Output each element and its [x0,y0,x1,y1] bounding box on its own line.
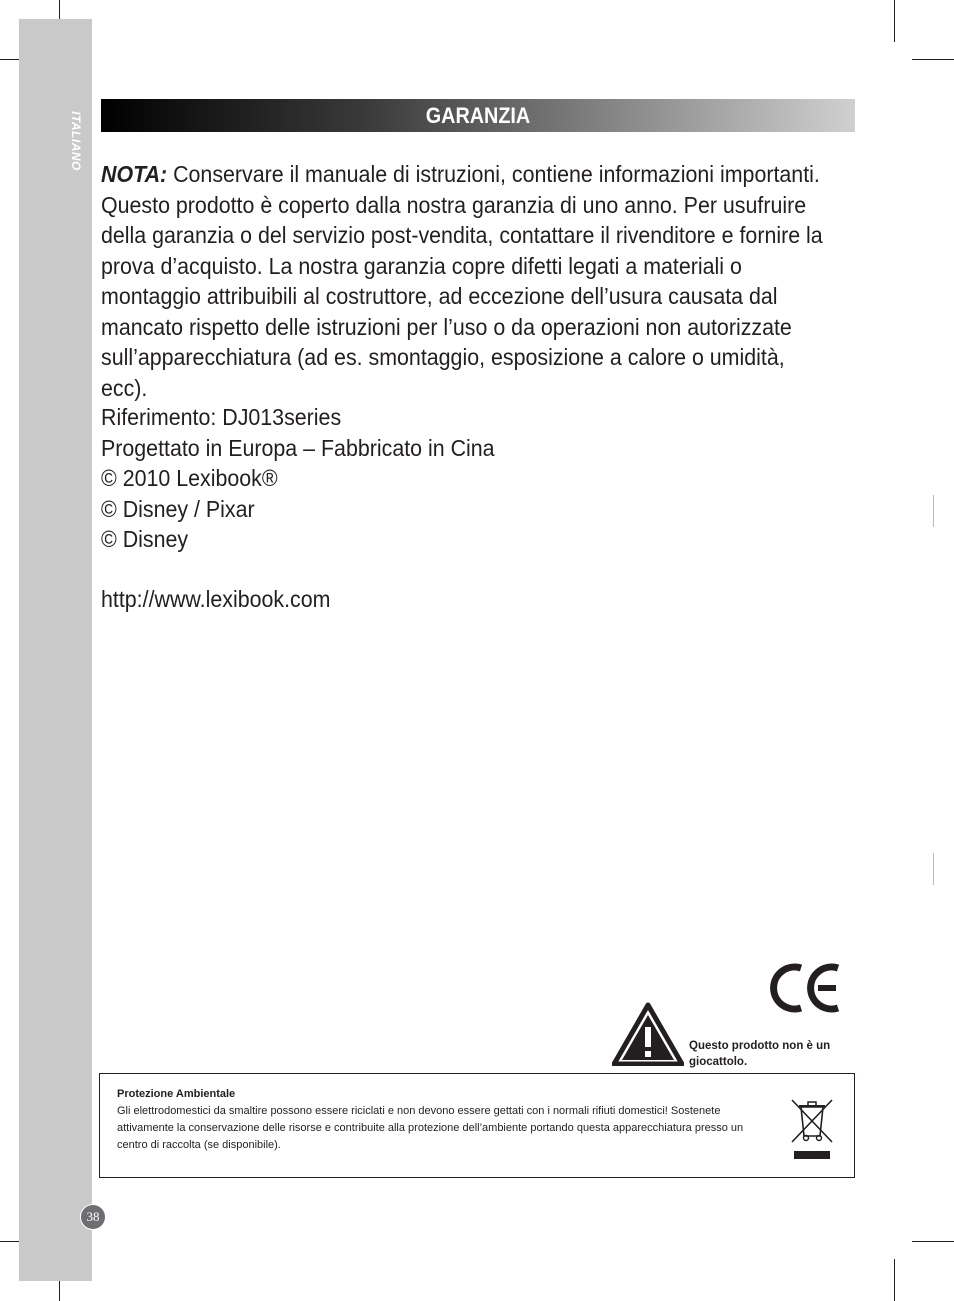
website-link[interactable]: http://www.lexibook.com [101,586,331,612]
copyright-lexibook: © 2010 Lexibook® [101,465,278,491]
crop-mark [894,1259,895,1301]
warning-text: Questo prodotto non è un giocattolo. [689,1040,831,1068]
copyright-disney: © Disney [101,526,189,552]
environment-box [99,1073,855,1178]
environment-title: Protezione Ambientale [117,1088,236,1100]
origin-line: Progettato in Europa – Fabbricato in Cina [101,434,495,461]
crop-mark [912,1241,954,1242]
environment-text: Gli elettrodomestici da smaltire possono essere riciclati e non devono essere gettati con i normali rifiuti domestici! Sostenete attivamente la conservazione delle risorse e contribuite alla protezione dell’ambiente portando questa apparecchiatura presso un centro di raccolta (se disponibile). [117,1105,744,1151]
crop-mark [912,59,954,60]
section-header-bar [101,99,855,132]
reference-line: Riferimento: DJ013series [101,404,342,430]
note-label: NOTA: [101,161,168,187]
language-tab [65,96,87,186]
product-info [101,402,836,555]
warranty-note [101,159,836,403]
ce-mark-icon [770,962,842,1014]
crossed-bin-icon [790,1096,838,1160]
copyright-pixar: © Disney / Pixar [101,495,255,522]
language-label: ITALIANO [69,111,83,171]
side-bar [19,19,92,1281]
warranty-paragraph [101,159,836,403]
crop-mark [933,495,934,527]
crop-mark [933,853,934,885]
note-text: Conservare il manuale di istruzioni, contiene informazioni importanti. Questo prodotto è coperto dalla nostra garanzia di uno anno. Per usufruire della garanzia o del servizio post-vendita, contattare il rivenditore e fornire la prova d’acquisto. La nostra garanzia copre difetti legati a materiali o montaggio attribuibili al costruttore, ad eccezione dell’usura causata dal mancato rispetto delle istruzioni per l’uso o da operazioni non autorizzate sull’apparecchiatura (ad es. smontaggio, esposizione a calore o umidità, ecc). [101,161,823,401]
crop-mark [894,0,895,42]
section-title: GARANZIA [425,103,531,128]
page-number: 38 [80,1204,106,1230]
warning-triangle-icon [612,1002,684,1066]
